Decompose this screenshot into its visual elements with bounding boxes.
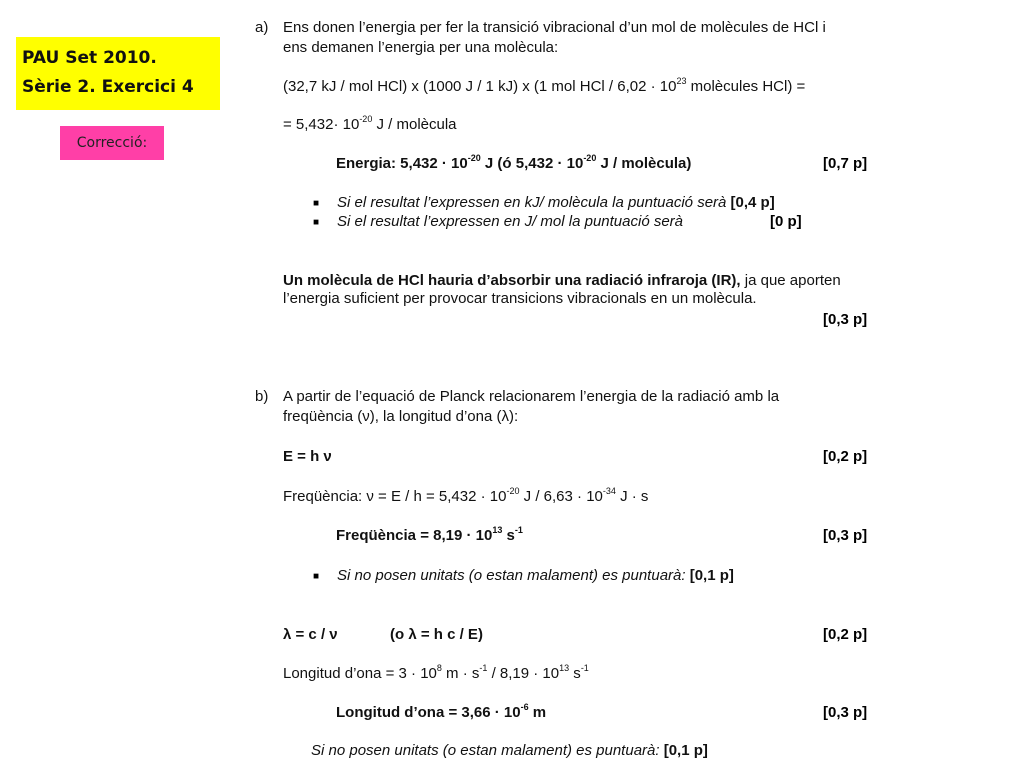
calc-2-exponent: -20 — [359, 114, 373, 124]
freq-exponent-2: -34 — [602, 486, 616, 496]
lambda-exponent-4: -1 — [580, 663, 589, 673]
bullet-1-text: Si el resultat l’expressen en kJ/ molècula la puntuació serà — [337, 194, 731, 211]
lambda-text-d: s — [569, 665, 581, 682]
bullet-icon: ■ — [313, 571, 320, 582]
lambda-text-c: / 8,19 · 10 — [487, 665, 560, 682]
units-note-1 — [337, 567, 734, 585]
ir-bold-text: Un molècula de HCl hauria d’absorbir una radiació infraroja (IR), — [283, 272, 741, 289]
part-a-ir-line-2: l’energia suficient per provocar transicions vibracionals en un molècula. — [283, 290, 757, 307]
calc-1-text-a: (32,7 kJ / mol HCl) x (1000 J / 1 kJ) x (1 mol HCl / 6,02 · 10 — [283, 78, 677, 95]
part-b-intro-line-1: A partir de l’equació de Planck relacionarem l’energia de la radiació amb la — [283, 388, 780, 405]
part-a-calc-line-2 — [283, 116, 457, 134]
planck-points: [0,2 p] — [823, 448, 868, 465]
ir-points: [0,3 p] — [823, 311, 868, 328]
frequency-calc — [283, 488, 648, 506]
lambda-result-exponent: -6 — [520, 702, 529, 712]
energy-exponent-1: -20 — [467, 153, 481, 163]
part-a-energy-result — [336, 155, 691, 173]
wavelength-result-points: [0,3 p] — [823, 704, 868, 721]
lambda-exponent-3: 13 — [559, 663, 570, 673]
energy-text-3: J / molècula) — [596, 155, 692, 172]
exercise-title-line-1: PAU Set 2010. — [22, 48, 157, 68]
lambda-result-text-a: Longitud d’ona = 3,66 · 10 — [336, 704, 521, 721]
part-a-intro-line-2: ens demanen l’energia per una molècula: — [283, 39, 559, 56]
units-note-2-points: [0,1 p] — [663, 742, 708, 759]
freq-result-exponent-2: -1 — [514, 525, 523, 535]
freq-text-b: J / 6,63 · 10 — [519, 488, 603, 505]
correccio-badge — [60, 126, 164, 160]
part-b-marker: b) — [255, 388, 269, 405]
lambda-exponent-2: -1 — [479, 663, 488, 673]
frequency-points: [0,3 p] — [823, 527, 868, 544]
part-b-intro-line-2: freqüència (ν), la longitud d’ona (λ): — [283, 408, 519, 425]
freq-result-exponent-1: 13 — [492, 525, 503, 535]
energy-text-1: Energia: 5,432 · 10 — [336, 155, 468, 172]
wavelength-equation-alt: (o λ = h c / E) — [390, 626, 483, 643]
part-a-ir-line-1 — [283, 272, 841, 290]
part-a-calc-line-1 — [283, 78, 805, 96]
bullet-1-points: [0,4 p] — [730, 194, 775, 211]
exercise-title-badge — [16, 37, 220, 110]
calc-1-exponent: 23 — [676, 76, 687, 86]
freq-result-text-a: Freqüència = 8,19 · 10 — [336, 527, 493, 544]
energy-points: [0,7 p] — [823, 155, 868, 172]
energy-exponent-2: -20 — [583, 153, 597, 163]
wavelength-equation: λ = c / ν — [283, 626, 338, 643]
lambda-exponent-1: 8 — [436, 663, 442, 673]
freq-text-a: Freqüència: ν = E / h = 5,432 · 10 — [283, 488, 507, 505]
calc-2-text-a: = 5,432· 10 — [283, 116, 360, 133]
calc-2-text-b: J / molècula — [372, 116, 457, 133]
bullet-2-text: Si el resultat l’expressen en J/ mol la puntuació serà — [337, 213, 684, 230]
lambda-result-text-b: m — [528, 704, 547, 721]
freq-result-text-b: s — [502, 527, 515, 544]
part-a-marker: a) — [255, 19, 269, 36]
bullet-icon: ■ — [313, 198, 320, 209]
freq-exponent-1: -20 — [506, 486, 520, 496]
part-a-intro-line-1: Ens donen l’energia per fer la transició vibracional d’un mol de molècules de HCl i — [283, 19, 826, 36]
correccio-label: Correcció: — [76, 135, 148, 151]
bullet-1-item — [337, 194, 775, 212]
planck-equation: E = h ν — [283, 448, 332, 465]
units-note-1-points: [0,1 p] — [689, 567, 734, 584]
wavelength-result — [336, 704, 546, 722]
lambda-text-b: m · s — [441, 665, 480, 682]
energy-text-2: J (ó 5,432 · 10 — [480, 155, 584, 172]
wavelength-eq-points: [0,2 p] — [823, 626, 868, 643]
calc-1-text-b: molècules HCl) = — [686, 78, 806, 95]
units-note-1-text: Si no posen unitats (o estan malament) es puntuarà: — [337, 567, 690, 584]
bullet-icon: ■ — [313, 217, 320, 228]
freq-text-c: J · s — [615, 488, 649, 505]
frequency-result — [336, 527, 523, 545]
units-note-2 — [311, 742, 708, 760]
exercise-title-line-2: Sèrie 2. Exercici 4 — [22, 77, 194, 97]
bullet-2-points: [0 p] — [770, 213, 802, 230]
wavelength-calc — [283, 665, 589, 683]
ir-rest-text: ja que aporten — [740, 272, 841, 289]
lambda-text-a: Longitud d’ona = 3 · 10 — [283, 665, 437, 682]
units-note-2-text: Si no posen unitats (o estan malament) es puntuarà: — [311, 742, 664, 759]
